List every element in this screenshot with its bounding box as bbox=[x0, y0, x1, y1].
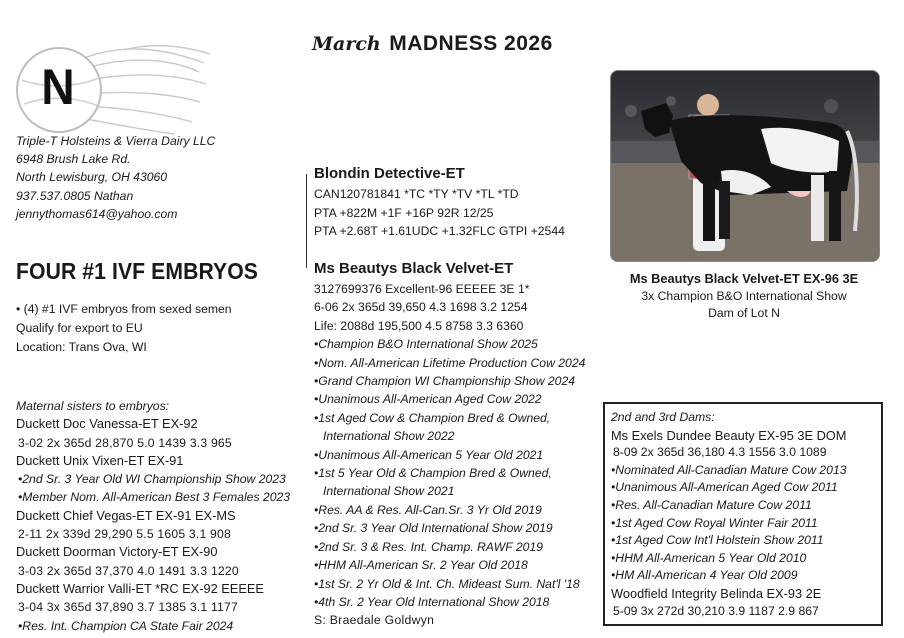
photo-caption bbox=[604, 270, 884, 323]
dam-honor: •1st Aged Cow & Champion Bred & Owned, bbox=[314, 410, 551, 425]
sale-title-script: March bbox=[312, 33, 381, 55]
sister-record: 2-11 2x 339d 29,290 5.5 1605 3.1 908 bbox=[18, 527, 231, 542]
sister-record: 3-02 2x 365d 28,870 5.0 1439 3.3 965 bbox=[18, 435, 232, 450]
consignor-street: 6948 Brush Lake Rd. bbox=[16, 152, 131, 167]
detail-line: Location: Trans Ova, WI bbox=[16, 340, 147, 354]
second-third-dams-box bbox=[603, 402, 883, 626]
dam-honor: International Show 2021 bbox=[323, 484, 455, 499]
dam-name: Ms Beautys Black Velvet-ET bbox=[314, 260, 514, 277]
sire-info bbox=[314, 163, 565, 241]
dam-honor: •2nd Sr. 3 & Res. Int. Champ. RAWF 2019 bbox=[314, 539, 543, 554]
dam-line: 6-06 2x 365d 39,650 4.3 1698 3.2 1254 bbox=[314, 300, 528, 315]
dam-line: Life: 2088d 195,500 4.5 8758 3.3 6360 bbox=[314, 318, 524, 333]
sister-name: Duckett Doc Vanessa-ET EX-92 bbox=[16, 416, 198, 432]
dam-honor: •Unanimous All-American Aged Cow 2022 bbox=[314, 392, 542, 407]
sister-name: Duckett Chief Vegas-ET EX-91 EX-MS bbox=[16, 507, 236, 523]
dam-honor: •1st Sr. 2 Yr Old & Int. Ch. Mideast Sum. Nat'l '18 bbox=[314, 576, 580, 591]
dam-honor: •Champion B&O International Show 2025 bbox=[314, 337, 538, 352]
dam-honor: •HHM All-American Sr. 2 Year Old 2018 bbox=[314, 558, 528, 573]
offering-details bbox=[16, 300, 232, 357]
second-dam-honor: •Unanimous All-American Aged Cow 2011 bbox=[611, 480, 838, 495]
detail-line: Qualify for export to EU bbox=[16, 321, 143, 335]
sisters-intro: Maternal sisters to embryos: bbox=[16, 399, 170, 413]
dam-honor: •Res. AA & Res. All-Can.Sr. 3 Yr Old 2019 bbox=[314, 502, 542, 517]
dam-info bbox=[314, 258, 585, 630]
sister-record: 3-03 2x 365d 37,370 4.0 1491 3.3 1220 bbox=[18, 563, 239, 578]
sister-name: Duckett Unix Vixen-ET EX-91 bbox=[16, 452, 184, 468]
consignor-phone: 937.537.0805 Nathan bbox=[16, 188, 134, 203]
consignor-email: jennythomas614@yahoo.com bbox=[16, 206, 178, 221]
dam-line: 3127699376 Excellent-96 EEEEE 3E 1* bbox=[314, 282, 530, 296]
dam-honor: International Show 2022 bbox=[323, 429, 455, 444]
second-dam-honor: •HHM All-American 5 Year Old 2010 bbox=[611, 550, 807, 565]
second-dam-honor: •HM All-American 4 Year Old 2009 bbox=[611, 568, 798, 583]
second-dam-honor: •Res. All-Canadian Mature Cow 2011 bbox=[611, 497, 812, 512]
dam-honor: •Grand Champion WI Championship Show 2024 bbox=[314, 374, 576, 389]
caption-line: Dam of Lot N bbox=[708, 306, 780, 320]
caption-line: 3x Champion B&O International Show bbox=[641, 288, 847, 303]
second-dam-honor: •1st Aged Cow Int'l Holstein Show 2011 bbox=[611, 533, 824, 548]
sister-honor: •2nd Sr. 3 Year Old WI Championship Show 2023 bbox=[18, 472, 286, 487]
second-dam-honor: •1st Aged Cow Royal Winter Fair 2011 bbox=[611, 515, 818, 530]
sire-name: Blondin Detective-ET bbox=[314, 165, 465, 182]
second-dam-honor: •Nominated All-Canadian Mature Cow 2013 bbox=[611, 462, 847, 477]
third-dam-record: 5-09 3x 272d 30,210 3.9 1187 2.9 867 bbox=[613, 603, 819, 618]
dam-honor: •Nom. All-American Lifetime Production Cow 2024 bbox=[314, 355, 586, 370]
sire-line: PTA +822M +1F +16P 92R 12/25 bbox=[314, 205, 494, 220]
detail-line: • (4) #1 IVF embryos from sexed semen bbox=[16, 302, 232, 316]
cow-show-photo bbox=[611, 71, 879, 261]
dam-honor: •2nd Sr. 3 Year Old International Show 2019 bbox=[314, 521, 553, 536]
sire-line: PTA +2.68T +1.61UDC +1.32FLC GTPI +2544 bbox=[314, 224, 565, 238]
sister-record: 3-04 3x 365d 37,890 3.7 1385 3.1 1177 bbox=[18, 600, 238, 615]
maternal-sisters bbox=[16, 397, 306, 635]
sister-name: Duckett Doorman Victory-ET EX-90 bbox=[16, 544, 218, 560]
dam-honor: •Unanimous All-American 5 Year Old 2021 bbox=[314, 447, 544, 462]
dam-honor: •4th Sr. 2 Year Old International Show 2018 bbox=[314, 594, 550, 609]
third-dam-name: Woodfield Integrity Belinda EX-93 2E bbox=[611, 585, 822, 601]
lot-letter: N bbox=[41, 59, 74, 115]
second-dam-name: Ms Exels Dundee Beauty EX-95 3E DOM bbox=[611, 427, 847, 443]
sire-divider bbox=[306, 174, 307, 268]
second-dam-record: 8-09 2x 365d 36,180 4.3 1556 3.0 1089 bbox=[613, 445, 827, 460]
caption-cow-name: Ms Beautys Black Velvet-ET EX-96 3E bbox=[629, 271, 859, 286]
sale-title bbox=[312, 32, 553, 56]
sister-honor: •Member Nom. All-American Best 3 Females 2023 bbox=[18, 490, 291, 505]
consignor-city: North Lewisburg, OH 43060 bbox=[16, 170, 168, 185]
dam-photo bbox=[610, 70, 880, 262]
sister-honor: •Res. Int. Champion CA State Fair 2024 bbox=[18, 618, 234, 633]
offering-headline: FOUR #1 IVF EMBRYOS bbox=[16, 258, 258, 284]
consignor-name: Triple-T Holsteins & Vierra Dairy LLC bbox=[16, 134, 216, 148]
dam-honor: •1st 5 Year Old & Champion Bred & Owned, bbox=[314, 466, 552, 481]
dams-intro: 2nd and 3rd Dams: bbox=[611, 410, 715, 424]
dam-sire: S: Braedale Goldwyn bbox=[314, 613, 435, 628]
sale-title-main: MADNESS 2026 bbox=[389, 32, 553, 55]
consignor-contact bbox=[16, 132, 215, 223]
sire-line: CAN120781841 *TC *TY *TV *TL *TD bbox=[314, 187, 519, 201]
sister-name: Duckett Warrior Valli-ET *RC EX-92 EEEEE bbox=[16, 580, 264, 596]
